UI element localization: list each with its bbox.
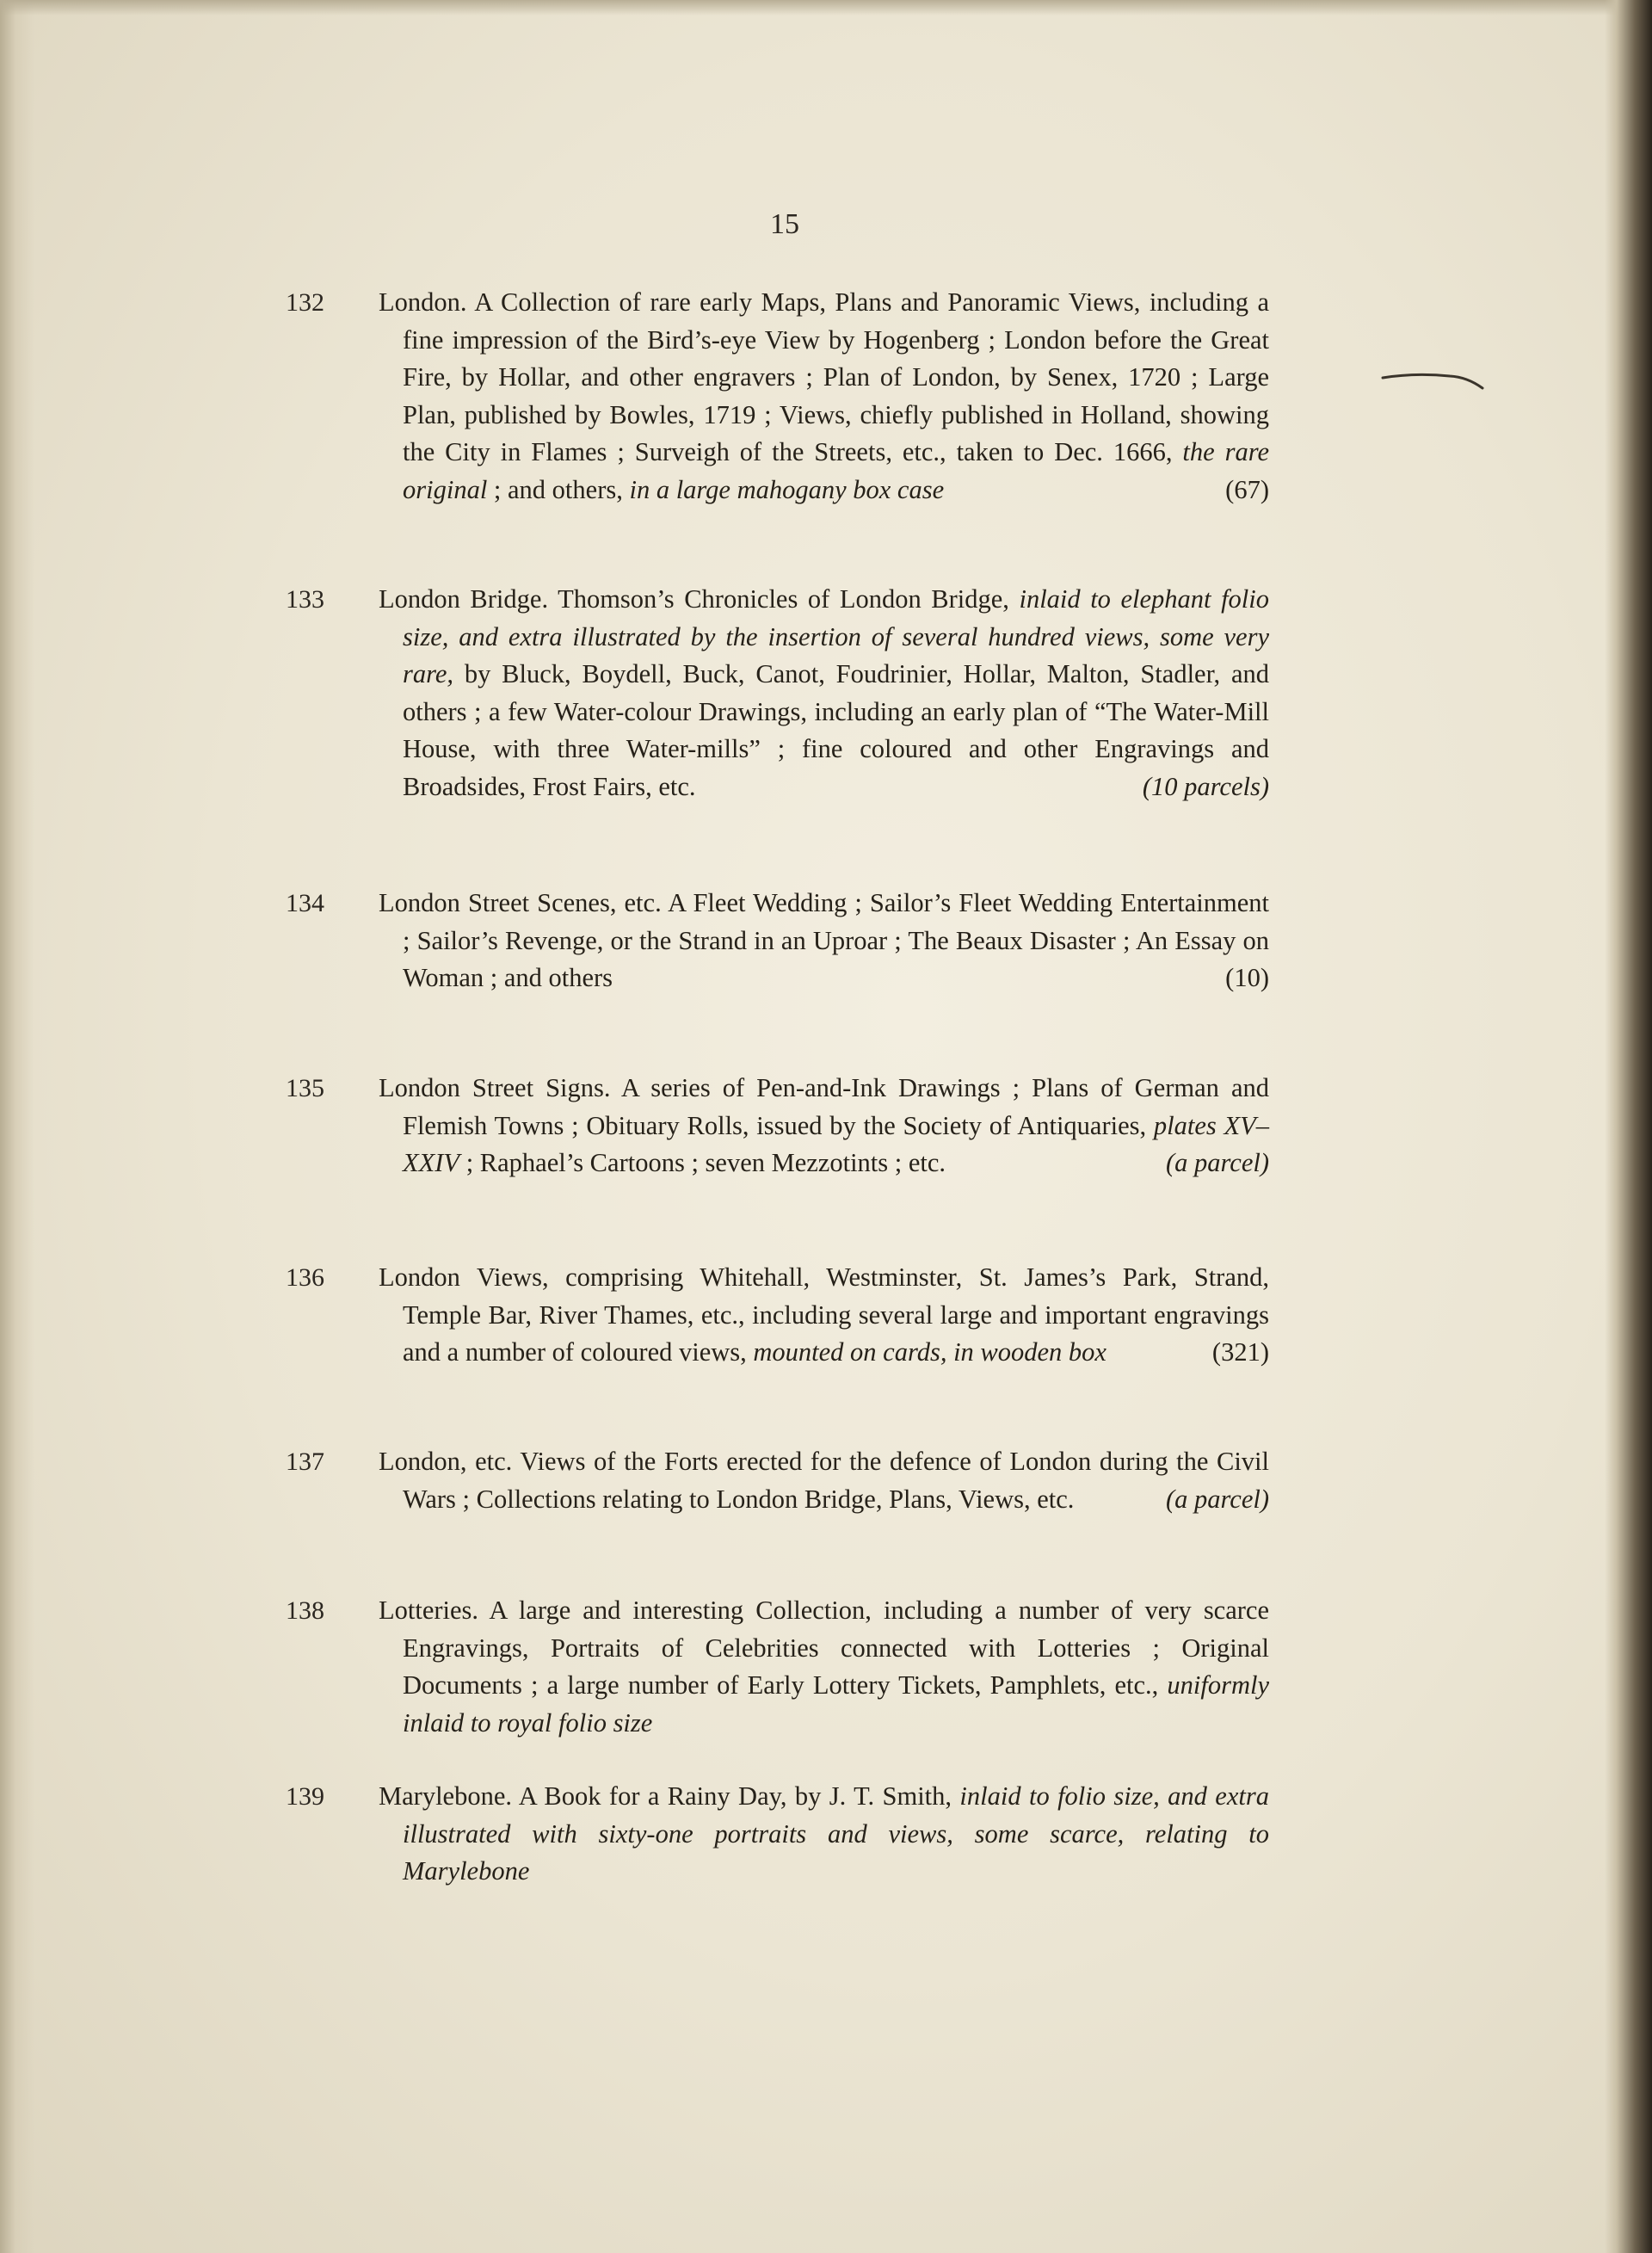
lot-description [379, 1443, 1269, 1518]
lot-description [379, 885, 1269, 997]
page-edge-shadow [1605, 0, 1652, 2253]
description-text: London Bridge. Thomson’s Chronicles of London Bridge, [379, 584, 1020, 614]
page-number: 15 [770, 208, 799, 240]
lot-number: 132 [286, 288, 324, 317]
lot-number: 136 [286, 1263, 324, 1292]
description-italic-text: inlaid to folio size, and extra illustrated with sixty-one portraits and views, some scarce, relating to Marylebone [403, 1781, 1269, 1886]
description-italic-text: uniformly inlaid to royal folio size [403, 1670, 1269, 1738]
description-text: Marylebone. A Book for a Rainy Day, by J. T. Smith, [379, 1781, 960, 1811]
description-text: London. A Collection of rare early Maps, Plans and Panoramic Views, including a fine impression of the Bird’s-eye View by Hogenberg ; London before the Great Fire, by Hollar, and other engravers ; Plan of London, by Senex, 1720 ; Large Plan, published by Bowles, 1719 ; Views, chiefly published in Holland, showing the City in Flames ; Surveigh of the Streets, etc., taken to Dec. 1666, [379, 287, 1269, 466]
top-shadow [0, 0, 1652, 15]
lot-quantity: (a parcel) [1166, 1148, 1269, 1177]
lot-quantity: (10 parcels) [1142, 771, 1269, 801]
lot-number: 133 [286, 585, 324, 614]
spine-shadow [0, 0, 34, 2253]
lot-number: 138 [286, 1596, 324, 1625]
lot-number: 134 [286, 889, 324, 917]
lot-description [379, 1778, 1269, 1891]
lot-description [379, 1070, 1269, 1182]
description-italic-text: mounted on cards, in wooden box [753, 1337, 1106, 1367]
pencil-mark [1381, 366, 1484, 392]
description-text: London Street Scenes, etc. A Fleet Wedding ; Sailor’s Fleet Wedding Entertainment ; Sailor’s Revenge, or the Strand in an Uproar ; The Beaux Disaster ; An Essay on Woman ; and others [379, 888, 1269, 992]
description-text: Lotteries. A large and interesting Collection, including a number of very scarce Engravings, Portraits of Celebrities connected with Lotteries ; Original Documents ; a large number of Early Lottery Tickets, Pamphlets, etc., [379, 1596, 1269, 1700]
description-text: London, etc. Views of the Forts erected for the defence of London during the Civil Wars ; Collections relating to London Bridge, Plans, Views, etc. [379, 1447, 1269, 1514]
description-italic-text: the rare original [403, 437, 1270, 504]
description-italic-text: inlaid to elephant folio size, and extra illustrated by the insertion of several hundred views, some very rare, [403, 584, 1269, 688]
lot-description [379, 581, 1269, 806]
lot-number: 139 [286, 1782, 324, 1811]
description-italic-text: plates XV–XXIV [403, 1110, 1269, 1177]
description-text: ; Raphael’s Cartoons ; seven Mezzotints ; etc. [459, 1148, 946, 1177]
description-text: ; and others, [487, 474, 630, 504]
description-text: London Street Signs. A series of Pen-and-Ink Drawings ; Plans of German and Flemish Towns ; Obituary Rolls, issued by the Society of Antiquaries, [379, 1073, 1269, 1140]
description-text: London Views, comprising Whitehall, Westminster, St. James’s Park, Strand, Temple Bar, River Thames, etc., including several large and important engravings and a number of coloured views, [379, 1262, 1269, 1367]
lot-description [379, 1259, 1269, 1372]
lot-description [379, 284, 1269, 509]
lot-quantity: (321) [1211, 1337, 1269, 1367]
lot-quantity: (67) [1225, 474, 1269, 504]
lot-description [379, 1592, 1269, 1742]
lot-number: 135 [286, 1074, 324, 1102]
lot-quantity: (a parcel) [1166, 1484, 1269, 1514]
lot-number: 137 [286, 1447, 324, 1476]
description-italic-text: in a large mahogany box case [629, 474, 945, 504]
description-text: by Bluck, Boydell, Buck, Canot, Foudrinier, Hollar, Malton, Stadler, and others ; a few Water-colour Drawings, including an early plan of “The Water-Mill House, with three Water-mills” ; fine coloured and other Engravings and Broadsides, Frost Fairs, etc. [403, 659, 1269, 801]
lot-quantity: (10) [1225, 963, 1269, 992]
